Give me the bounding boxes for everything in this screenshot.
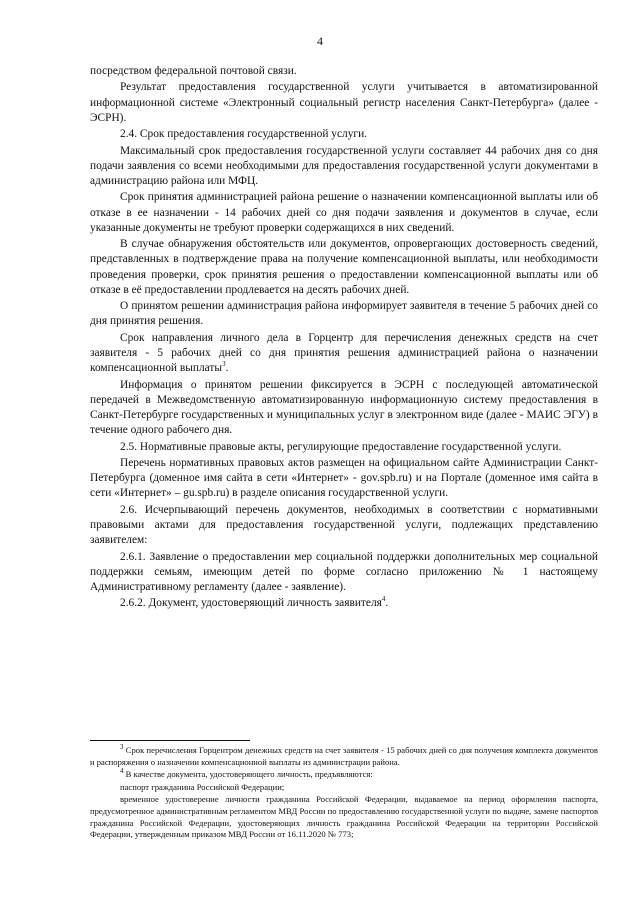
footnote-4 <box>90 769 598 781</box>
footnote-separator <box>90 740 250 741</box>
paragraph-personal-file-text: Срок направления личного дела в Горцентр для перечисления денежных средств на счет заявителя - 5 рабочих дней со дня принятия решения администрацией района о назначении компенсационной выплаты <box>90 331 598 375</box>
page-number: 4 <box>317 34 323 48</box>
footnote-3-text: Срок перечисления Горцентром денежных средств на счет заявителя - 15 рабочих дней со дня получения комплекта документов и распоряжения о назначении компенсационной выплаты из администрации района. <box>90 745 598 767</box>
paragraph-legal-acts-list: Перечень нормативных правовых актов размещен на официальном сайте Администрации Санкт-Петербурга (доменное имя сайта в сети «Интернет» - gov.spb.ru) и на Портале (доменное имя сайта в сети «Интернет» – gu.spb.ru) в разделе описания государственной услуги. <box>90 456 598 500</box>
paragraph-2-6-2: 2.6.2. Документ, удостоверяющий личность заявителя$^4$. <box>120 595 389 610</box>
paragraph-postal: посредством федеральной почтовой связи. <box>90 65 297 77</box>
section-heading-2-6: 2.6. Исчерпывающий перечень документов, необходимых в соответствии с нормативными правовыми актами для предоставления государственной услуги, подлежащих представлению заявителем: <box>90 503 598 547</box>
footnote-ref-3: 3 <box>222 360 226 369</box>
footnote-4-text: В качестве документа, удостоверяющего личность, предъявляются: <box>125 769 373 780</box>
paragraph-inform-applicant: О принятом решении администрация района информирует заявителя в течение 5 рабочих дней со дня принятия решения. <box>90 300 598 328</box>
footnote-ref-4: 4 <box>381 595 386 604</box>
document-body <box>90 64 598 613</box>
footnote-mark-3: 3 <box>120 743 124 752</box>
footnote-4-item-temporary-id: временное удостоверение личности гражданина Российской Федерации, выдаваемое на период оформления паспорта, предусмотренное административным регламентом МВД России по предоставлению государственной услуги по выдаче, замене паспортов гражданина Российской Федерации, удостоверяющих личность гражданина Российской Федерации на территории Российской Федерации, утвержденным приказом МВД России от 16.11.2020 № 773; <box>90 794 598 840</box>
paragraph-maise-egu: Информация о принятом решении фиксируется в ЭСРН с последующей автоматической передачей в Межведомственную автоматизированную информационную систему предоставления в Санкт-Петербурге государственных и муниципальных услуг в электронном виде (далее - МАИС ЭГУ) в течение одного рабочего дня. <box>90 378 598 437</box>
paragraph-2-6-1: 2.6.1. Заявление о предоставлении мер социальной поддержки дополнительных мер социальной поддержки семьям, имеющим детей по форме согласно приложению № 1 настоящему Административному регламенту (далее - заявление). <box>90 550 598 593</box>
footnotes <box>90 745 598 842</box>
section-heading-2-4: 2.4. Срок предоставления государственной услуги. <box>120 128 368 141</box>
footnote-4-item-passport: паспорт гражданина Российской Федерации; <box>120 781 285 792</box>
paragraph-decision-term: Срок принятия администрацией района решение о назначении компенсационной выплаты или об отказе в ее назначении - 14 рабочих дней со дня подачи заявления и документов в случае, если указанные документы не требуют проверки содержащихся в них сведений. <box>90 191 598 234</box>
paragraph-max-term: Максимальный срок предоставления государственной услуги составляет 44 рабочих дня со дня подачи заявления со всеми необходимыми для предоставления государственной услуги документами в администрацию района или МФЦ. <box>90 144 598 187</box>
paragraph-result-esrn: Результат предоставления государственной услуги учитывается в автоматизированной информационной системе «Электронный социальный регистр населения Санкт-Петербурга» (далее - ЭСРН). <box>90 81 598 124</box>
section-heading-2-5: 2.5. Нормативные правовые акты, регулирующие предоставление государственной услуги. <box>120 440 562 453</box>
footnote-3 <box>90 745 598 768</box>
paragraph-2-6-2-text: 2.6.2. Документ, удостоверяющий личность заявителя <box>120 597 382 610</box>
paragraph-extension: В случае обнаружения обстоятельств или документов, опровергающих достоверность сведений, представленных в подтверждение права на получение компенсационной выплаты, или необходимости проведения проверки, срок принятия решения о предоставлении компенсационной выплаты или об отказе в её предоставлении продлевается на десять рабочих дней. <box>90 238 598 296</box>
paragraph-personal-file: Срок направления личного дела в Горцентр для перечисления денежных средств на счет заявителя - 5 рабочих дней со дня принятия решения администрацией района о назначении компенсационной выплаты$^3$. <box>90 331 598 375</box>
footnote-mark-4: 4 <box>120 767 124 776</box>
